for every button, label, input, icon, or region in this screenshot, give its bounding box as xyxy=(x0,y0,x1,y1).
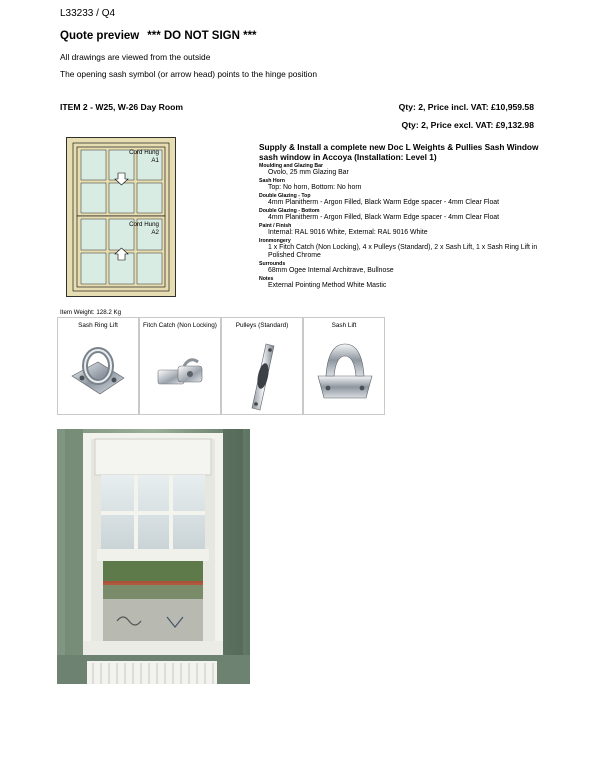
quote-reference: L33233 / Q4 xyxy=(60,8,116,19)
spec-section xyxy=(259,261,539,275)
do-not-sign-warning: *** DO NOT SIGN *** xyxy=(147,30,257,42)
hardware-tile-sash-ring-lift xyxy=(57,317,139,415)
upper-sash-label-id: A1 xyxy=(151,157,159,164)
spec-label: Sash Horn xyxy=(259,178,285,184)
lower-sash-label-id: A2 xyxy=(151,229,159,236)
pulley-icon xyxy=(222,318,302,414)
hardware-tile-pulleys xyxy=(221,317,303,415)
hardware-caption: Fitch Catch (Non Locking) xyxy=(143,322,217,329)
spec-label: Surrounds xyxy=(259,261,286,267)
fitch-catch-icon xyxy=(140,318,220,414)
item-title: ITEM 2 - W25, W-26 Day Room xyxy=(60,102,184,112)
window-elevation-drawing xyxy=(66,137,176,297)
hardware-grid xyxy=(57,317,385,414)
sash-ring-lift-icon xyxy=(58,318,138,414)
spec-section xyxy=(259,223,539,237)
spec-section xyxy=(259,208,539,222)
sash-symbol-note: The opening sash symbol (or arrow head) points to the hinge position xyxy=(60,69,317,79)
spec-value: 68mm Ogee Internal Architrave, Bullnose xyxy=(268,267,394,274)
spec-label: Moulding and Glazing Bar xyxy=(259,163,323,169)
spec-value: External Pointing Method White Mastic xyxy=(268,282,387,289)
spec-section xyxy=(259,238,539,260)
spec-label: Paint / Finish xyxy=(259,223,292,229)
spec-section xyxy=(259,163,539,177)
spec-label: Double Glazing - Top xyxy=(259,193,311,199)
drawing-note: All drawings are viewed from the outside xyxy=(60,52,211,62)
price-excl-vat: Qty: 2, Price excl. VAT: £9,132.98 xyxy=(401,120,534,130)
installed-window-photo xyxy=(57,429,250,684)
sash-lift-icon xyxy=(304,318,384,414)
upper-sash-label-type: Cord Hung xyxy=(129,149,159,156)
spec-label: Ironmongery xyxy=(259,238,291,244)
spec-label: Double Glazing - Bottom xyxy=(259,208,320,214)
spec-section xyxy=(259,178,539,192)
spec-label: Notes xyxy=(259,276,274,282)
specification xyxy=(259,142,539,290)
item-weight: Item Weight: 128.2 Kg xyxy=(60,309,122,316)
price-incl-vat: Qty: 2, Price incl. VAT: £10,959.58 xyxy=(398,102,534,112)
page-title xyxy=(60,30,257,42)
spec-value: Internal: RAL 9016 White, External: RAL 9016 White xyxy=(268,229,428,236)
hardware-caption: Sash Ring Lift xyxy=(78,322,118,329)
spec-heading: Supply & Install a complete new Doc L Weights & Pullies Sash Window sash window in Accoya (Installation: Level 1) xyxy=(259,142,539,162)
hardware-tile-fitch-catch xyxy=(139,317,221,415)
spec-value: 1 x Fitch Catch (Non Locking), 4 x Pulleys (Standard), 2 x Sash Lift, 1 x Sash Ring Lift in Polished Chrome xyxy=(268,244,538,259)
spec-value: 4mm Planitherm - Argon Filled, Black Warm Edge spacer - 4mm Clear Float xyxy=(268,199,500,206)
spec-value: Top: No horn, Bottom: No horn xyxy=(268,184,362,191)
quote-preview-title: Quote preview xyxy=(60,30,140,42)
hardware-tile-sash-lift xyxy=(303,317,385,415)
spec-section xyxy=(259,276,539,290)
hardware-caption: Sash Lift xyxy=(331,322,357,329)
spec-value: Ovolo, 25 mm Glazing Bar xyxy=(268,169,349,176)
spec-section xyxy=(259,193,539,207)
lower-sash-label-type: Cord Hung xyxy=(129,221,159,228)
hardware-caption: Pulleys (Standard) xyxy=(235,322,289,329)
spec-value: 4mm Planitherm - Argon Filled, Black Warm Edge spacer - 4mm Clear Float xyxy=(268,214,500,221)
